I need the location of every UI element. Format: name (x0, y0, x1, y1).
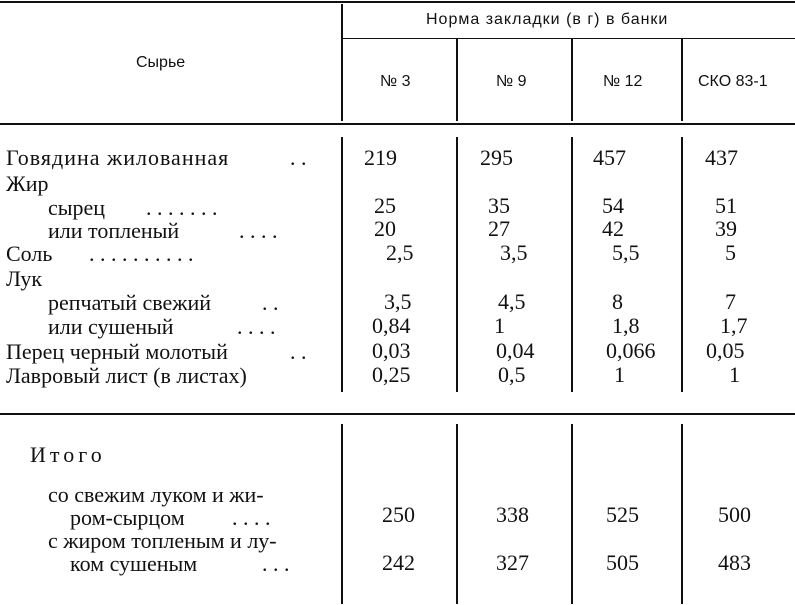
body-divider-4 (681, 137, 683, 392)
row-leader-beef: . . (290, 145, 307, 170)
totals-divider-1 (341, 424, 343, 604)
row-label-dried-onion: или сушеный (48, 314, 174, 339)
cell-raw-fat-12: 54 (602, 193, 624, 218)
cell-rendered-fat-3: 20 (374, 216, 396, 241)
row-label-onion: Лук (6, 266, 43, 291)
cell-salt-9: 3,5 (500, 240, 528, 265)
cell-raw-fat-3: 25 (374, 193, 396, 218)
body-divider-1 (341, 137, 343, 392)
cell-rendered-fat-sko: 39 (715, 216, 737, 241)
totals-divider-3 (571, 424, 573, 604)
row-label-bay-leaf: Лавровый лист (в листах) (6, 363, 247, 388)
row-leader-fresh-onion: . . (262, 290, 279, 315)
row-label-pepper: Перец черный молотый (6, 339, 228, 364)
cell-bay-leaf-sko: 1 (729, 362, 740, 387)
cell-raw-fat-sko: 51 (715, 193, 737, 218)
totals-title: Итого (30, 442, 106, 467)
row-leader-raw-fat: . . . . . . . (146, 195, 218, 220)
total-fresh-onion-line1: со свежим луком и жи- (48, 482, 264, 507)
cell-rendered-fat-12: 42 (602, 216, 624, 241)
total-fresh-onion-3: 250 (382, 502, 415, 527)
body-divider-3 (571, 137, 573, 392)
cell-beef-3: 219 (364, 145, 397, 170)
total-dried-onion-leader: . . . (262, 551, 290, 576)
subheader-rule (343, 38, 795, 39)
column-divider-3 (571, 39, 573, 121)
cell-beef-9: 295 (480, 145, 513, 170)
cell-pepper-sko: 0,05 (706, 338, 745, 363)
column-header-12: № 12 (603, 73, 643, 90)
totals-divider-2 (456, 424, 458, 604)
cell-beef-12: 457 (593, 145, 626, 170)
column-header-3: № 3 (380, 73, 411, 90)
row-leader-rendered-fat: . . . . (239, 218, 278, 243)
column-divider-4 (681, 39, 683, 121)
cell-fresh-onion-12: 8 (612, 289, 623, 314)
total-dried-onion-12: 505 (606, 550, 639, 575)
cell-beef-sko: 437 (705, 145, 738, 170)
total-fresh-onion-sko: 500 (718, 502, 751, 527)
column-divider-1 (341, 4, 343, 121)
cell-fresh-onion-3: 3,5 (384, 289, 412, 314)
cell-pepper-3: 0,03 (372, 338, 411, 363)
norm-header: Норма закладки (в г) в банки (426, 11, 669, 28)
total-fresh-onion-9: 338 (496, 502, 529, 527)
cell-dried-onion-3: 0,84 (372, 313, 411, 338)
body-divider-2 (456, 137, 458, 392)
cell-dried-onion-9: 1 (494, 313, 505, 338)
cell-dried-onion-12: 1,8 (612, 313, 640, 338)
raw-material-header: Сырье (136, 54, 186, 71)
column-header-9: № 9 (496, 73, 527, 90)
row-label-raw-fat: сырец (48, 195, 106, 220)
row-leader-dried-onion: . . . . (237, 314, 276, 339)
cell-salt-12: 5,5 (612, 240, 640, 265)
totals-divider-4 (681, 424, 683, 604)
column-divider-2 (456, 39, 458, 121)
row-label-fresh-onion: репчатый свежий (48, 290, 212, 315)
cell-salt-sko: 5 (725, 240, 736, 265)
header-bottom-rule (0, 123, 795, 125)
cell-pepper-9: 0,04 (496, 338, 535, 363)
cell-fresh-onion-9: 4,5 (498, 289, 526, 314)
total-fresh-onion-line2: ром-сырцом (70, 505, 185, 530)
table-top-rule (0, 1, 795, 3)
total-dried-onion-9: 327 (496, 550, 529, 575)
cell-salt-3: 2,5 (386, 240, 414, 265)
cell-rendered-fat-9: 27 (488, 216, 510, 241)
total-dried-onion-3: 242 (382, 550, 415, 575)
cell-fresh-onion-sko: 7 (725, 289, 736, 314)
cell-raw-fat-9: 35 (488, 193, 510, 218)
cell-bay-leaf-9: 0,5 (498, 362, 526, 387)
totals-top-rule (0, 413, 795, 415)
row-leader-pepper: . . (290, 339, 307, 364)
row-label-salt: Соль (6, 241, 53, 266)
cell-bay-leaf-3: 0,25 (372, 362, 411, 387)
cell-bay-leaf-12: 1 (614, 362, 625, 387)
row-leader-salt: . . . . . . . . . . (89, 241, 194, 266)
total-fresh-onion-12: 525 (606, 502, 639, 527)
row-label-rendered-fat: или топленый (48, 218, 180, 243)
total-dried-onion-sko: 483 (718, 550, 751, 575)
row-label-beef: Говядина жилованная (6, 145, 230, 170)
total-dried-onion-line2: ком сушеным (70, 551, 198, 576)
row-label-fat: Жир (6, 171, 49, 196)
cell-pepper-12: 0,066 (606, 338, 656, 363)
column-header-sko: СКО 83-1 (698, 73, 768, 90)
cell-dried-onion-sko: 1,7 (720, 313, 748, 338)
total-dried-onion-line1: с жиром топленым и лу- (48, 528, 277, 553)
total-fresh-onion-leader: . . . . (232, 505, 271, 530)
